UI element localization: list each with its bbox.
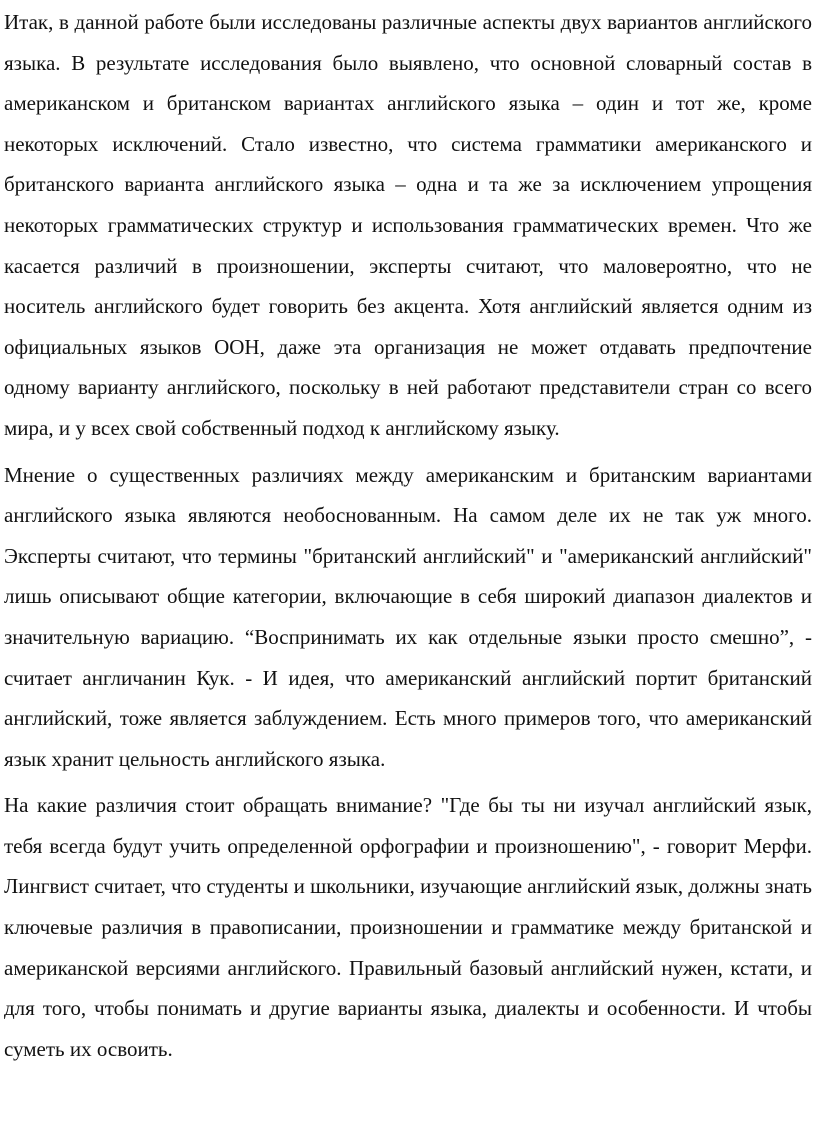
paragraph-2: Мнение о существенных различиях между американским и британским вариантами английского языка являются необоснованным. На самом деле их не так уж много. Эксперты считают, что термины "британский английский" и "американский английский" лишь описывают общие категории, включающие в себя широкий диапазон диалектов и значительную вариацию. “Воспринимать их как отдельные языки просто смешно”, - считает англичанин Кук. - И идея, что американский английский портит британский английский, тоже является заблуждением. Есть много примеров того, что американский язык хранит цельность английского языка. xyxy=(4,462,812,771)
paragraph-1: Итак, в данной работе были исследованы различные аспекты двух вариантов английского языка. В результате исследования было выявлено, что основной словарный состав в американском и британском вариантах английского языка – один и тот же, кроме некоторых исключений. Стало известно, что система грамматики американского и британского варианта английского языка – одна и та же за исключением упрощения некоторых грамматических структур и использования грамматических времен. Что же касается различий в произношении, эксперты считают, что маловероятно, что не носитель английского будет говорить без акцента. Хотя английский является одним из официальных языков ООН, даже эта организация не может отдавать предпочтение одному варианту английского, поскольку в ней работают представители стран со всего мира, и у всех свой собственный подход к английскому языку. xyxy=(4,10,812,440)
paragraph-3: На какие различия стоит обращать внимание? "Где бы ты ни изучал английский язык, тебя всегда будут учить определенной орфографии и произношению", - говорит Мерфи. Лингвист считает, что студенты и школьники, изучающие английский язык, должны знать ключевые различия в правописании, произношении и грамматике между британской и американской версиями английского. Правильный базовый английский нужен, кстати, и для того, чтобы понимать и другие варианты языка, диалекты и особенности. И чтобы суметь их освоить. xyxy=(4,793,812,1061)
